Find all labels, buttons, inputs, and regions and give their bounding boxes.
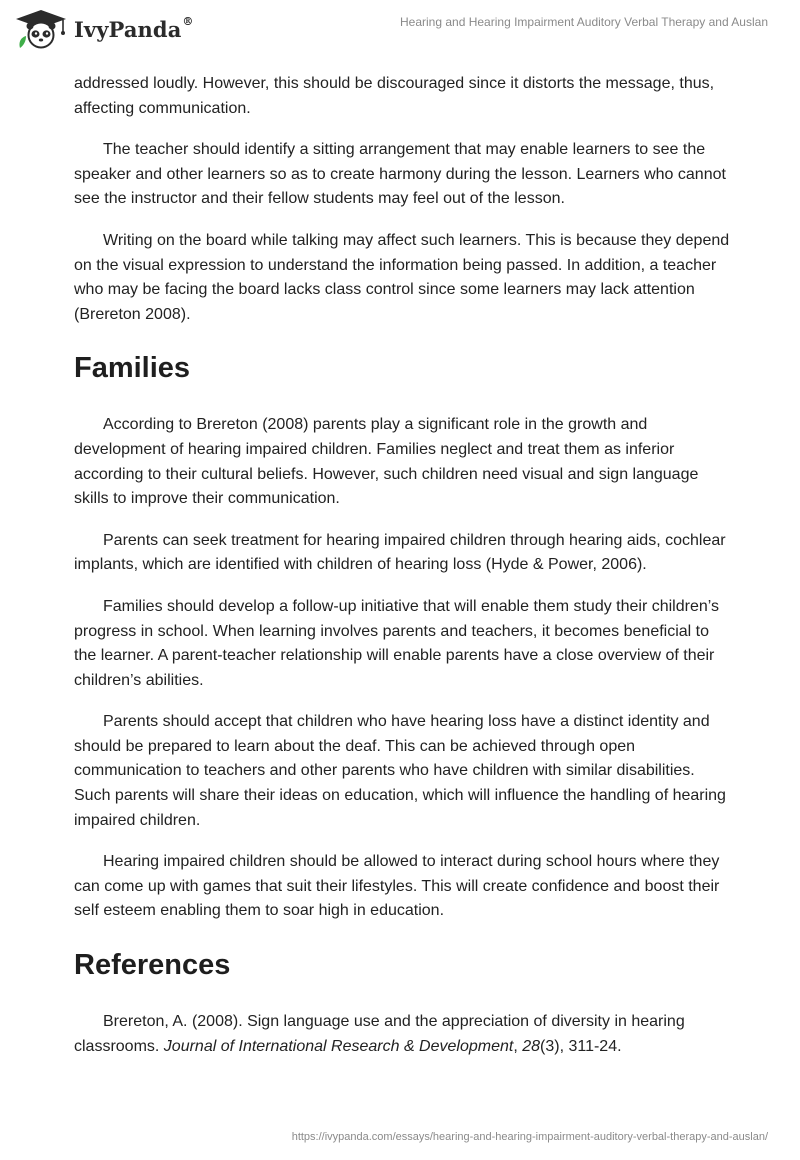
essay-body xyxy=(74,72,730,1059)
panda-graduate-icon xyxy=(14,8,68,50)
ivypanda-logo[interactable] xyxy=(14,8,194,50)
paragraph-families-1: According to Brereton (2008) parents play a significant role in the growth and development of hearing impaired children. Families neglect and treat them as inferior according to their cultural beliefs. However, such children need visual and sign language skills to improve their communication. xyxy=(74,416,699,508)
paragraph-families-4: Parents should accept that children who have hearing loss have a distinct identity and should be prepared to learn about the deaf. This can be achieved through open communication to teachers and other parents who have children with similar disabilities. Such parents will share their ideas on education, which will influence the handling of hearing impaired children. xyxy=(74,713,726,829)
reference-entry: Brereton, A. (2008). Sign language use and the appreciation of diversity in hearing classrooms. Journal of International Research & Development, 28(3), 311-24. xyxy=(74,1013,685,1055)
heading-families: Families xyxy=(74,352,191,385)
paragraph-families-3: Families should develop a follow-up initiative that will enable them study their children’s progress in school. When learning involves parents and teachers, it becomes beneficial to the learner. A parent-teacher relationship will enable parents have a close overview of their children’s abilities. xyxy=(74,597,720,689)
logo-wordmark: IvyPanda® xyxy=(74,14,194,42)
reference-volume: 28 xyxy=(522,1037,541,1055)
heading-references: References xyxy=(74,949,231,982)
page-header xyxy=(0,0,800,62)
document-title: Hearing and Hearing Impairment Auditory Verbal Therapy and Auslan xyxy=(400,15,768,29)
source-url[interactable]: https://ivypanda.com/essays/hearing-and-hearing-impairment-auditory-verbal-therapy-and-auslan/ xyxy=(291,1131,768,1143)
reference-journal: Journal of International Research & Development xyxy=(163,1037,514,1055)
paragraph-families-5: Hearing impaired children should be allowed to interact during school hours where they can come up with games that suit their lifestyles. This will create confidence and boost their self esteem enabling them to soar high in education. xyxy=(74,853,720,920)
paragraph-families-2: Parents can seek treatment for hearing impaired children through hearing aids, cochlear implants, which are identified with children of hearing loss (Hyde & Power, 2006). xyxy=(74,531,726,574)
paragraph-continued: addressed loudly. However, this should be discouraged since it distorts the message, thus, affecting communication. xyxy=(74,75,715,117)
paragraph-seating: The teacher should identify a sitting arrangement that may enable learners to see the speaker and other learners so as to create harmony during the lesson. Learners who cannot see the instructor and their fellow students may feel out of the lesson. xyxy=(74,141,726,208)
paragraph-board: Writing on the board while talking may affect such learners. This is because they depend on the visual expression to understand the information being passed. In addition, a teacher who may be facing the board lacks class control since some learners may lack attention (Brereton 2008). xyxy=(74,231,730,323)
